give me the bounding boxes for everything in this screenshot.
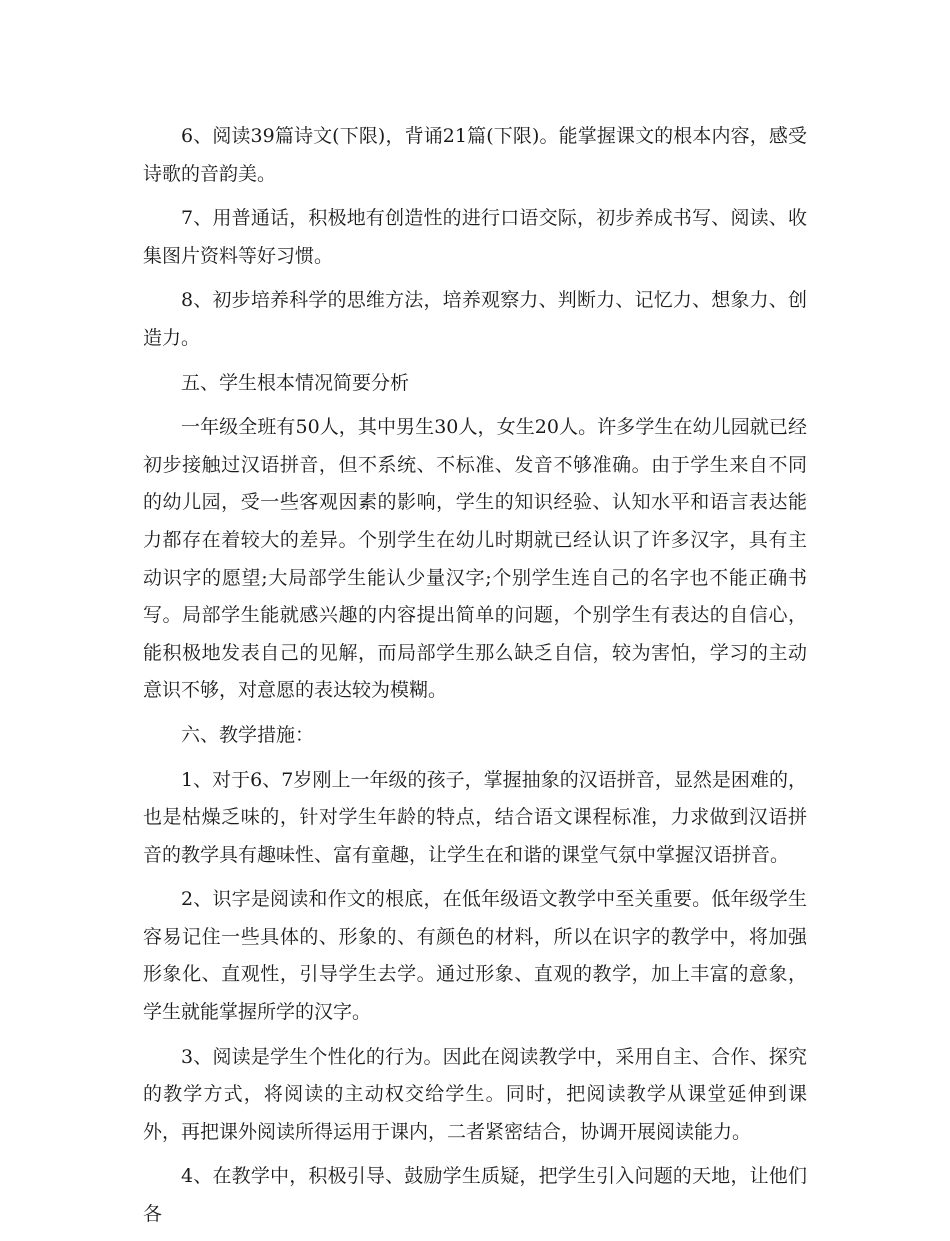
section-heading-student-analysis: 五、学生根本情况简要分析 [181, 371, 410, 394]
paragraph-item-6-reading: 6、阅读39篇诗文(下限)，背诵21篇(下限)。能掌握课文的根本内容，感受诗歌的音韵美。 [143, 125, 807, 185]
paragraph-measure-3-reading: 3、阅读是学生个性化的行为。因此在阅读教学中，采用自主、合作、探究的教学方式，将阅读的主动权交给学生。同时，把阅读教学从课堂延伸到课外，再把课外阅读所得运用于课内，二者紧密结合，协调开展阅读能力。 [143, 1045, 807, 1143]
paragraph-student-analysis: 一年级全班有50人，其中男生30人，女生20人。许多学生在幼儿园就已经初步接触过汉语拼音，但不系统、不标准、发音不够准确。由于学生来自不同的幼儿园，受一些客观因素的影响，学生的知识经验、认知水平和语言表达能力都存在着较大的差异。个别学生在幼儿时期就已经认识了许多汉字，具有主动识字的愿望;大局部学生能认少量汉字;个别学生连自己的名字也不能正确书写。局部学生能就感兴趣的内容提出简单的问题，个别学生有表达的自信心，能积极地发表自己的见解，而局部学生那么缺乏自信，较为害怕，学习的主动意识不够，对意愿的表达较为模糊。 [143, 416, 807, 702]
paragraph-measure-1-pinyin: 1、对于6、7岁刚上一年级的孩子，掌握抽象的汉语拼音，显然是困难的，也是枯燥乏味的，针对学生年龄的特点，结合语文课程标准，力求做到汉语拼音的教学具有趣味性、富有童趣，让学生在和谐的课堂气氛中掌握汉语拼音。 [143, 768, 807, 866]
paragraph-item-7-oral-communication: 7、用普通话，积极地有创造性的进行口语交际，初步养成书写、阅读、收集图片资料等好习惯。 [143, 207, 807, 267]
paragraph-measure-2-literacy: 2、识字是阅读和作文的根底，在低年级语文教学中至关重要。低年级学生容易记住一些具体的、形象的、有颜色的材料，所以在识字的教学中，将加强形象化、直观性，引导学生去学。通过形象、直观的教学，加上丰富的意象，学生就能掌握所学的汉字。 [143, 888, 807, 1024]
paragraph-measure-4-questioning: 4、在教学中，积极引导、鼓励学生质疑，把学生引入问题的天地，让他们各 [143, 1165, 807, 1226]
document-page [143, 118, 807, 1241]
paragraph-item-8-scientific-thinking: 8、初步培养科学的思维方法，培养观察力、判断力、记忆力、想象力、创造力。 [143, 289, 807, 349]
section-heading-teaching-measures: 六、教学措施： [181, 723, 315, 746]
